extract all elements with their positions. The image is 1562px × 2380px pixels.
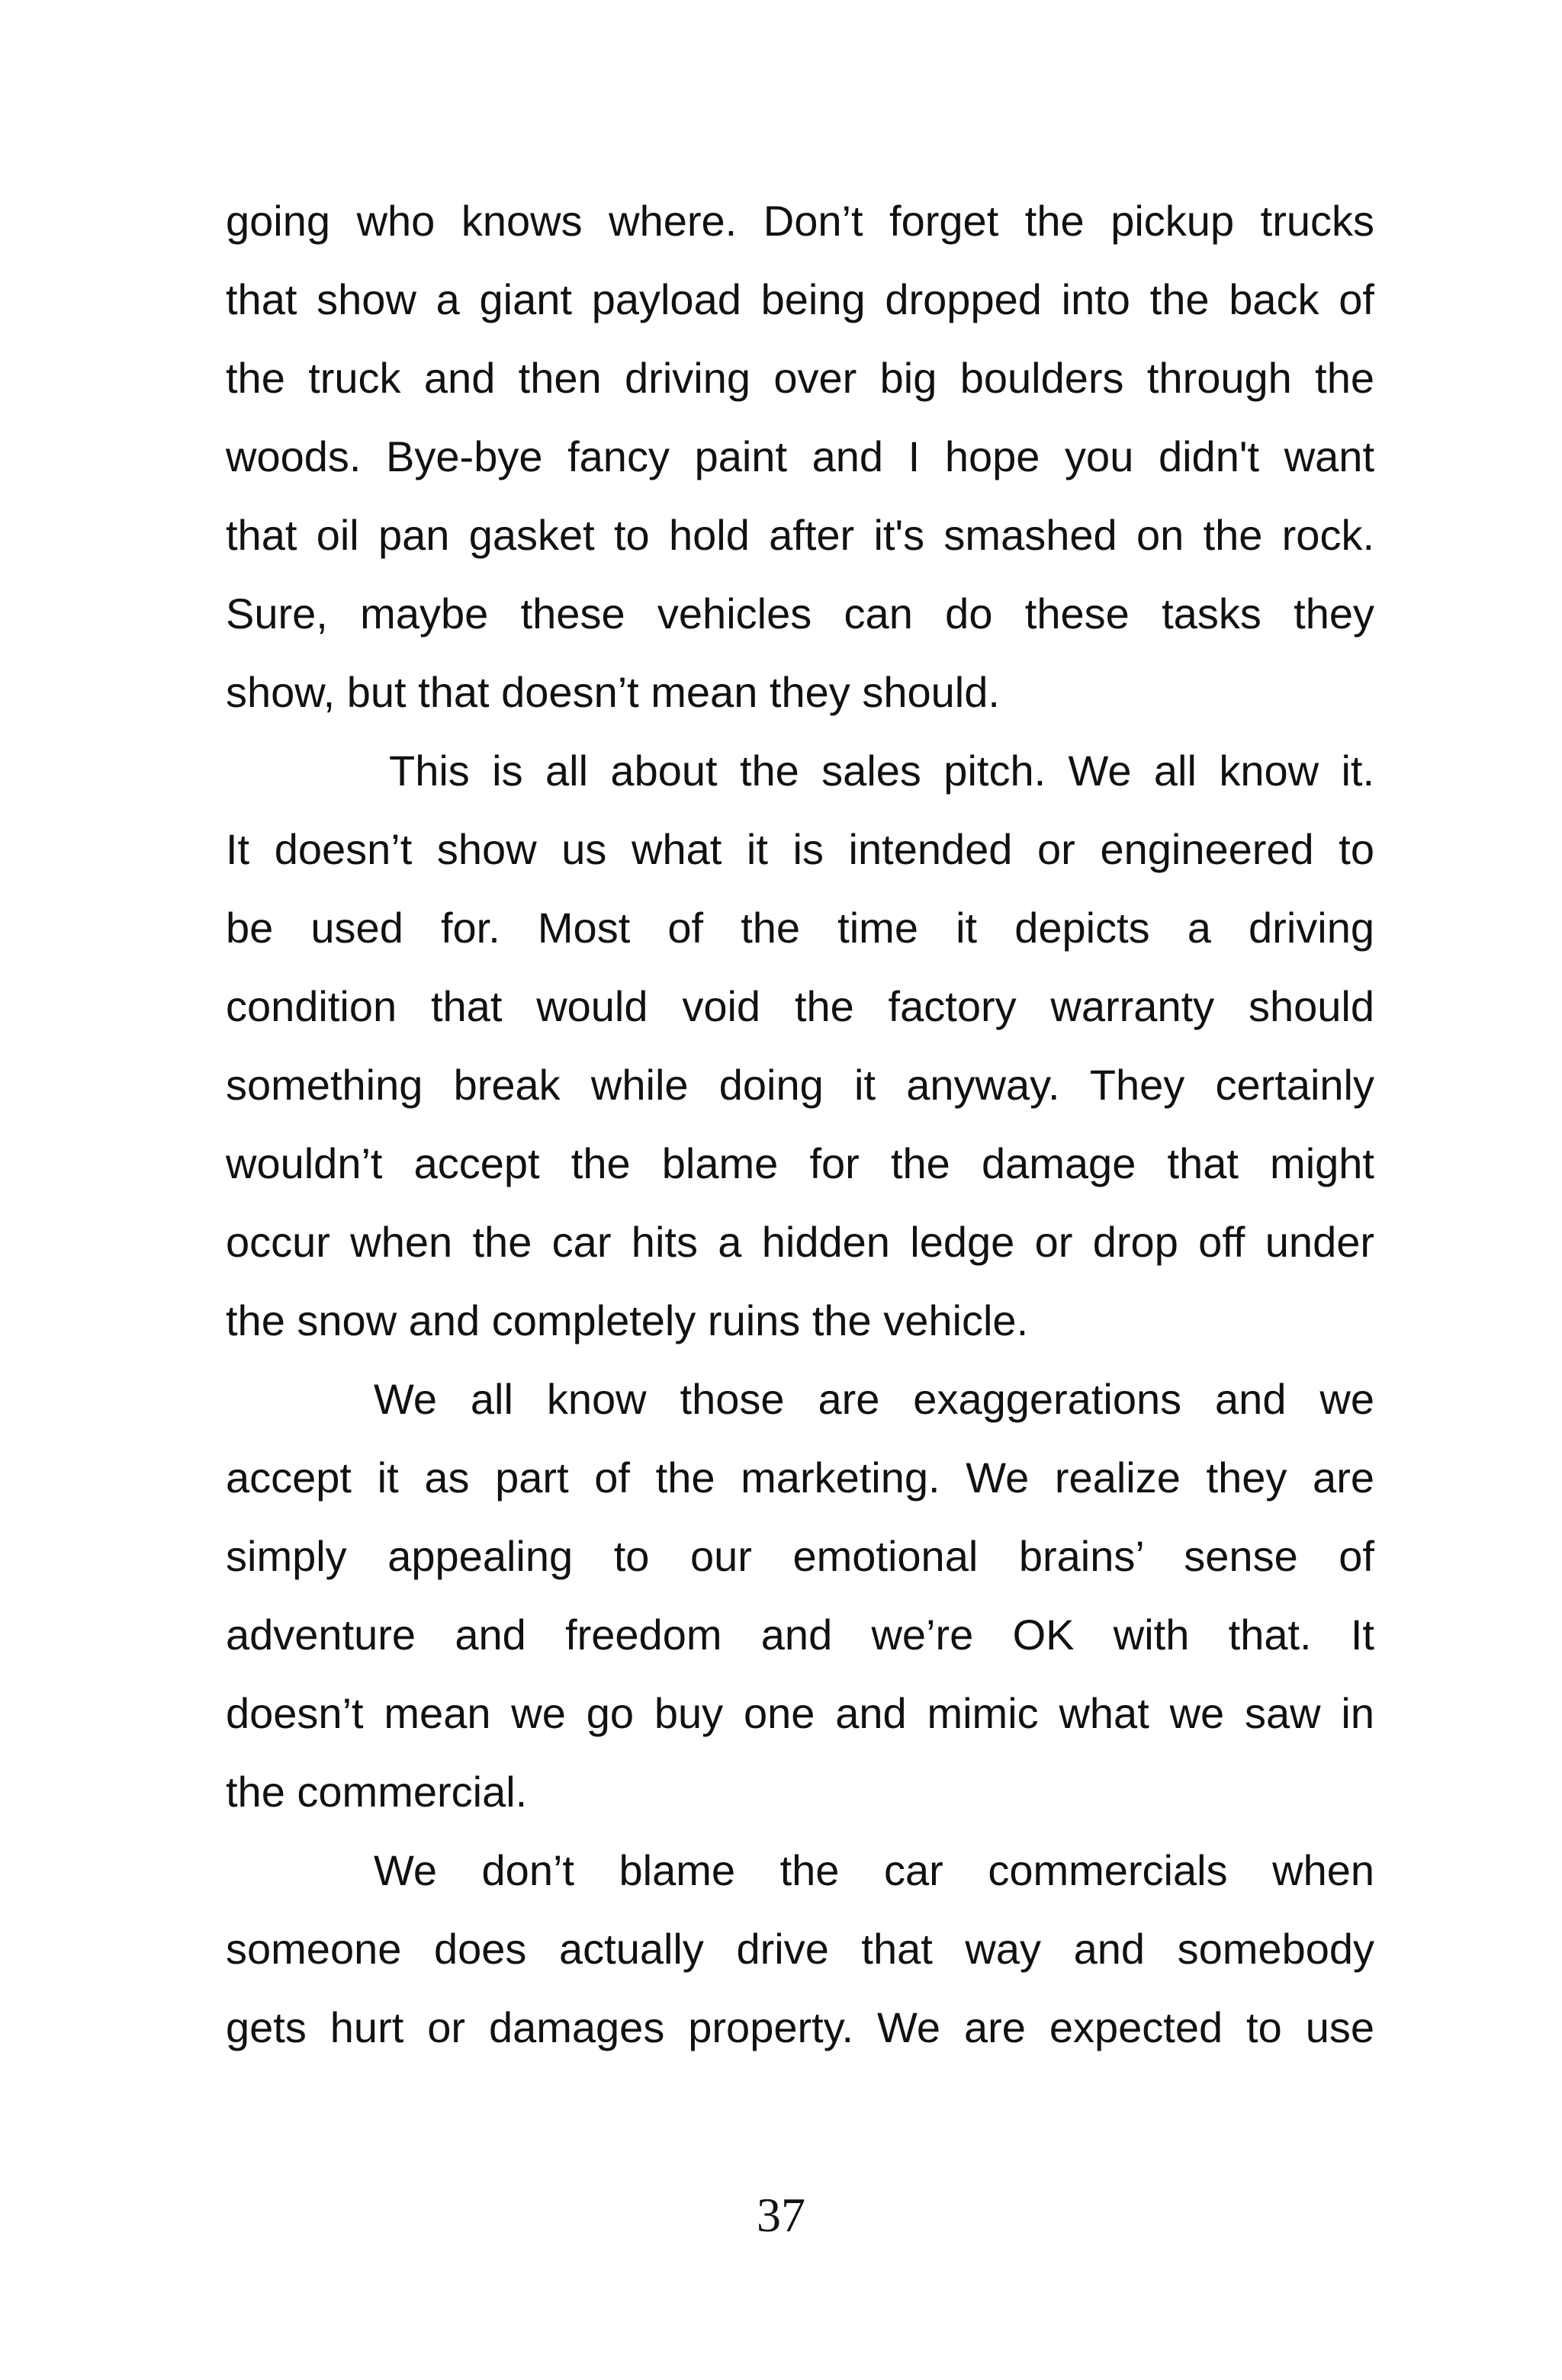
text-line: the truck and then driving over big boulders through the bbox=[226, 354, 1374, 402]
text-line: be used for. Most of the time it depicts a driving bbox=[226, 904, 1374, 952]
text-line: We don’t blame the car commercials when bbox=[374, 1846, 1374, 1894]
text-line: going who knows where. Don’t forget the pickup trucks bbox=[226, 197, 1374, 245]
text-line: show, but that doesn’t mean they should. bbox=[226, 668, 1000, 716]
text-line: the commercial. bbox=[226, 1768, 528, 1816]
text-line: adventure and freedom and we’re OK with that. It bbox=[226, 1611, 1374, 1659]
page-number: 37 bbox=[757, 2188, 805, 2242]
text-line: occur when the car hits a hidden ledge or drop off under bbox=[226, 1218, 1374, 1266]
text-line: This is all about the sales pitch. We all know it. bbox=[389, 747, 1374, 795]
text-line: gets hurt or damages property. We are expected to use bbox=[226, 2003, 1374, 2051]
text-line: accept it as part of the marketing. We realize they are bbox=[226, 1453, 1374, 1502]
text-line: Sure, maybe these vehicles can do these tasks they bbox=[226, 589, 1374, 638]
text-line: that oil pan gasket to hold after it's smashed on the rock. bbox=[226, 511, 1374, 559]
text-line: something break while doing it anyway. They certainly bbox=[226, 1061, 1374, 1109]
text-line: doesn’t mean we go buy one and mimic what we saw in bbox=[226, 1689, 1374, 1737]
text-line: someone does actually drive that way and somebody bbox=[226, 1925, 1374, 1973]
text-line: condition that would void the factory warranty should bbox=[226, 982, 1374, 1030]
text-line: the snow and completely ruins the vehicle. bbox=[226, 1296, 1029, 1344]
text-line: that show a giant payload being dropped into the back of bbox=[226, 275, 1374, 323]
text-line: It doesn’t show us what it is intended or engineered to bbox=[226, 825, 1374, 873]
text-line: wouldn’t accept the blame for the damage that might bbox=[226, 1139, 1374, 1187]
text-line: simply appealing to our emotional brains’ sense of bbox=[226, 1532, 1374, 1580]
text-line: woods. Bye-bye fancy paint and I hope you didn't want bbox=[226, 432, 1374, 480]
text-line: We all know those are exaggerations and we bbox=[374, 1375, 1374, 1423]
